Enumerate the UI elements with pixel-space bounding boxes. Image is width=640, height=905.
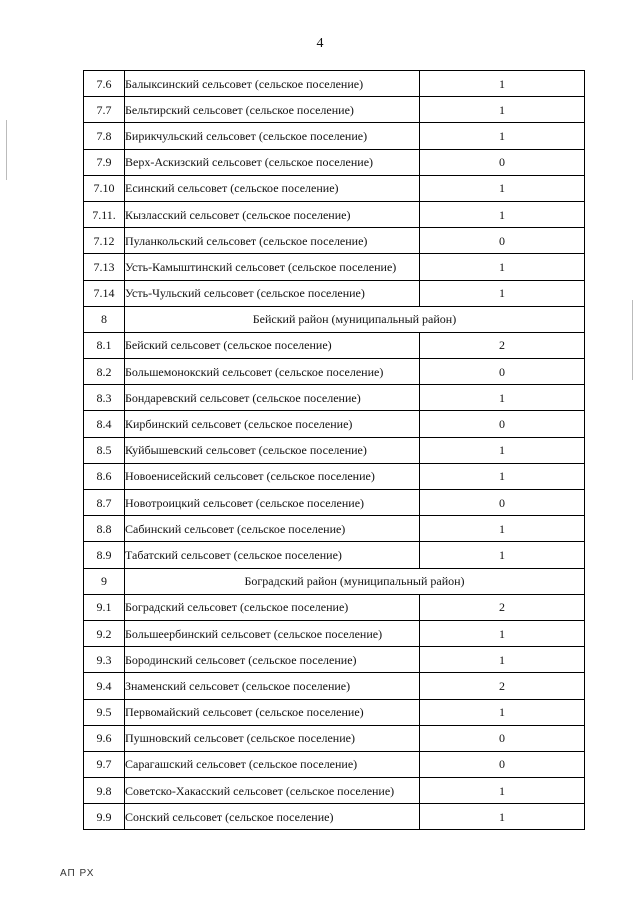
settlement-name: Пушновский сельсовет (сельское поселение)	[125, 725, 420, 751]
settlement-value: 1	[420, 385, 585, 411]
settlement-name: Бондаревский сельсовет (сельское поселение)	[125, 385, 420, 411]
table-body	[84, 71, 585, 830]
row-number: 8	[84, 306, 125, 332]
settlement-name: Кирбинский сельсовет (сельское поселение)	[125, 411, 420, 437]
settlement-name: Балыксинский сельсовет (сельское поселение)	[125, 71, 420, 97]
settlement-name: Бирикчульский сельсовет (сельское поселение)	[125, 123, 420, 149]
table-row	[84, 71, 585, 97]
table-row	[84, 411, 585, 437]
row-number: 8.3	[84, 385, 125, 411]
settlement-name: Есинский сельсовет (сельское поселение)	[125, 175, 420, 201]
table-row	[84, 699, 585, 725]
settlement-name: Пуланкольский сельсовет (сельское поселение)	[125, 228, 420, 254]
table-row	[84, 647, 585, 673]
table-row	[84, 254, 585, 280]
row-number: 9.4	[84, 673, 125, 699]
settlement-name: Верх-Аскизский сельсовет (сельское поселение)	[125, 149, 420, 175]
settlement-value: 1	[420, 516, 585, 542]
settlement-name: Бородинский сельсовет (сельское поселение)	[125, 647, 420, 673]
table-row	[84, 149, 585, 175]
district-heading: Бейский район (муниципальный район)	[125, 306, 585, 332]
settlement-name: Сарагашский сельсовет (сельское поселение)	[125, 751, 420, 777]
settlement-value: 2	[420, 332, 585, 358]
settlement-name: Знаменский сельсовет (сельское поселение)	[125, 673, 420, 699]
table-row	[84, 359, 585, 385]
settlement-name: Кызласский сельсовет (сельское поселение)	[125, 201, 420, 227]
table-row	[84, 778, 585, 804]
row-number: 7.6	[84, 71, 125, 97]
table-row	[84, 280, 585, 306]
row-number: 9	[84, 568, 125, 594]
table-row	[84, 620, 585, 646]
row-number: 9.6	[84, 725, 125, 751]
settlement-value: 1	[420, 778, 585, 804]
table-row	[84, 332, 585, 358]
section-row	[84, 306, 585, 332]
settlement-name: Большемонокский сельсовет (сельское поселение)	[125, 359, 420, 385]
table-row	[84, 673, 585, 699]
district-heading: Боградский район (муниципальный район)	[125, 568, 585, 594]
row-number: 7.7	[84, 97, 125, 123]
settlement-value: 1	[420, 804, 585, 830]
settlements-table	[83, 70, 585, 830]
row-number: 7.9	[84, 149, 125, 175]
settlement-value: 1	[420, 175, 585, 201]
right-margin-mark	[632, 300, 633, 380]
settlement-value: 1	[420, 71, 585, 97]
page-number: 4	[316, 36, 324, 51]
settlement-name: Усть-Камыштинский сельсовет (сельское поселение)	[125, 254, 420, 280]
table-row	[84, 228, 585, 254]
settlement-value: 1	[420, 699, 585, 725]
row-number: 9.2	[84, 620, 125, 646]
table-row	[84, 804, 585, 830]
settlement-name: Первомайский сельсовет (сельское поселение)	[125, 699, 420, 725]
settlement-name: Большеербинский сельсовет (сельское поселение)	[125, 620, 420, 646]
settlement-value: 1	[420, 542, 585, 568]
table-row	[84, 542, 585, 568]
row-number: 9.8	[84, 778, 125, 804]
settlement-name: Куйбышевский сельсовет (сельское поселение)	[125, 437, 420, 463]
row-number: 8.9	[84, 542, 125, 568]
row-number: 7.10	[84, 175, 125, 201]
row-number: 7.12	[84, 228, 125, 254]
row-number: 9.5	[84, 699, 125, 725]
section-row	[84, 568, 585, 594]
table-row	[84, 123, 585, 149]
row-number: 8.5	[84, 437, 125, 463]
table-row	[84, 516, 585, 542]
settlement-name: Бейский сельсовет (сельское поселение)	[125, 332, 420, 358]
table-row	[84, 463, 585, 489]
settlement-name: Боградский сельсовет (сельское поселение)	[125, 594, 420, 620]
row-number: 8.7	[84, 490, 125, 516]
row-number: 8.2	[84, 359, 125, 385]
settlement-name: Сонский сельсовет (сельское поселение)	[125, 804, 420, 830]
settlement-value: 0	[420, 228, 585, 254]
row-number: 9.9	[84, 804, 125, 830]
settlement-value: 0	[420, 490, 585, 516]
table-row	[84, 490, 585, 516]
table-row	[84, 594, 585, 620]
row-number: 7.13	[84, 254, 125, 280]
row-number: 7.8	[84, 123, 125, 149]
table-row	[84, 97, 585, 123]
table-row	[84, 201, 585, 227]
table-row	[84, 751, 585, 777]
row-number: 7.14	[84, 280, 125, 306]
settlement-name: Новоенисейский сельсовет (сельское поселение)	[125, 463, 420, 489]
settlement-value: 0	[420, 359, 585, 385]
row-number: 9.3	[84, 647, 125, 673]
settlement-value: 1	[420, 97, 585, 123]
settlement-value: 1	[420, 254, 585, 280]
settlement-value: 1	[420, 123, 585, 149]
left-margin-mark	[6, 120, 7, 180]
row-number: 8.8	[84, 516, 125, 542]
settlement-value: 1	[420, 280, 585, 306]
settlement-value: 2	[420, 673, 585, 699]
settlement-value: 0	[420, 725, 585, 751]
settlement-name: Сабинский сельсовет (сельское поселение)	[125, 516, 420, 542]
settlement-value: 2	[420, 594, 585, 620]
settlement-value: 1	[420, 437, 585, 463]
table-row	[84, 385, 585, 411]
settlement-value: 1	[420, 647, 585, 673]
settlement-value: 1	[420, 201, 585, 227]
row-number: 9.1	[84, 594, 125, 620]
row-number: 9.7	[84, 751, 125, 777]
table-row	[84, 725, 585, 751]
row-number: 7.11.	[84, 201, 125, 227]
settlement-name: Новотроицкий сельсовет (сельское поселение)	[125, 490, 420, 516]
footer-label: АП РХ	[60, 868, 95, 879]
row-number: 8.4	[84, 411, 125, 437]
settlement-value: 0	[420, 411, 585, 437]
settlement-value: 1	[420, 620, 585, 646]
settlement-value: 1	[420, 463, 585, 489]
settlement-name: Советско-Хакасский сельсовет (сельское поселение)	[125, 778, 420, 804]
settlement-value: 0	[420, 149, 585, 175]
settlement-value: 0	[420, 751, 585, 777]
table-row	[84, 175, 585, 201]
settlement-name: Табатский сельсовет (сельское поселение)	[125, 542, 420, 568]
table-row	[84, 437, 585, 463]
row-number: 8.6	[84, 463, 125, 489]
settlement-name: Бельтирский сельсовет (сельское поселение)	[125, 97, 420, 123]
row-number: 8.1	[84, 332, 125, 358]
settlement-name: Усть-Чульский сельсовет (сельское поселение)	[125, 280, 420, 306]
